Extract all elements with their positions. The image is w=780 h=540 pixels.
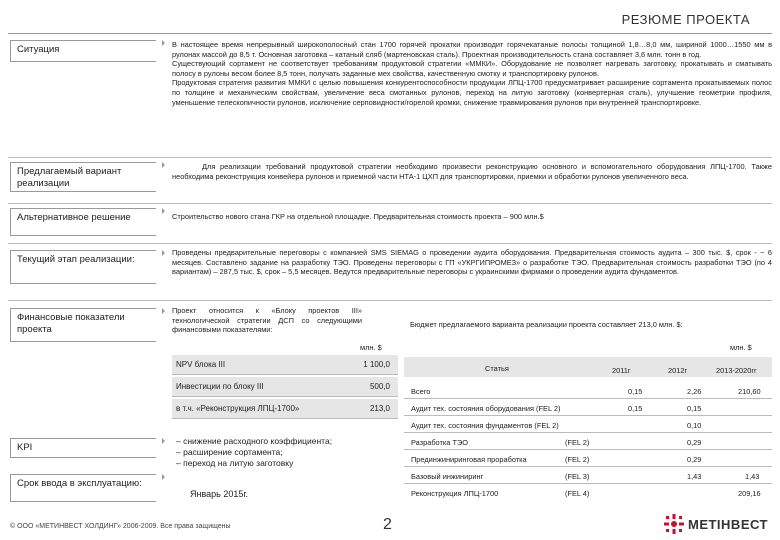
budget-2013: 209,16 (738, 489, 761, 498)
page-title: РЕЗЮМЕ ПРОЕКТА (621, 12, 750, 27)
divider (8, 243, 772, 244)
divider (8, 300, 772, 301)
npv-name: NPV блока III (176, 360, 226, 369)
company-logo (664, 514, 768, 534)
npv-row (172, 355, 398, 375)
npv-row (172, 399, 398, 419)
label-proposed: Предлагаемый вариант реализации (10, 162, 156, 192)
unit-right: млн. $ (730, 343, 752, 352)
budget-item: Всего (411, 387, 431, 396)
budget-2012: 0,15 (687, 404, 702, 413)
budget-text: Бюджет предлагаемого варианта реализации проекта составляет 213,0 млн. $: (410, 320, 683, 329)
row-divider (404, 398, 772, 399)
budget-2012: 0,10 (687, 421, 702, 430)
label-stage: Текущий этап реализации: (10, 250, 156, 284)
budget-2012: 0,29 (687, 438, 702, 447)
header-2011: 2011г (612, 366, 631, 375)
budget-code: (FEL 2) (565, 438, 590, 447)
header-item: Статья (485, 364, 509, 373)
proposed-text: Для реализации требований продуктовой стратегии необходимо произвести реконструкцию основного и вспомогательного оборудования ЛПЦ-1700. Также необходима реконструкция конвейера рулонов и приемной части НТА-1 ЦХП для транспортировки, приемки и обработки рулонов увеличенного веса. (172, 162, 772, 181)
stage-text: Проведены предварительные переговоры с компанией SMS SIEMAG о проведении аудита оборудования. Предварительная стоимость аудита – 300 тыс. $, срок - ~ 6 месяцев. Составлено задание на разработку ТЭО. Проведены переговоры с ГП «УКРГИПРОМЕЗ» о разработке ТЭО. Предварительная стоимость разработки ТЭО (по 4 вариантам) – 287,5 тыс. $, срок – 5,5 месяцев. Ведутся предварительные переговоры с украинскими фирмами о проведении аудита фундаментов. (172, 248, 772, 277)
budget-2012: 2,26 (687, 387, 702, 396)
budget-item: Прединжиниринговая проработка (411, 455, 527, 464)
alternative-text: Строительство нового стана ГКР на отдельной площадке. Предварительная стоимость проекта – 900 млн.$ (172, 212, 544, 221)
label-financial: Финансовые показатели проекта (10, 308, 156, 342)
label-kpi: KPI (10, 438, 156, 458)
budget-item: Базовый инжиниринг (411, 472, 484, 481)
kpi-item: – расширение сортамента; (176, 447, 283, 457)
divider (8, 157, 772, 158)
page-number: 2 (383, 516, 392, 533)
label-deadline: Срок ввода в эксплуатацию: (10, 474, 156, 502)
budget-2012: 0,29 (687, 455, 702, 464)
deadline-value: Январь 2015г. (190, 489, 249, 499)
row-divider (404, 466, 772, 467)
npv-row (172, 377, 398, 397)
header-divider (8, 33, 772, 34)
budget-item: Аудит тех. состояния оборудования (FEL 2) (411, 404, 561, 413)
row-divider (404, 415, 772, 416)
label-alternative: Альтернативное решение (10, 208, 156, 236)
row-divider (404, 432, 772, 433)
budget-2011: 0,15 (628, 404, 643, 413)
copyright: © ООО «МЕТИНВЕСТ ХОЛДИНГ» 2006-2009. Все права защищены (10, 523, 231, 530)
budget-item: Разработка ТЭО (411, 438, 469, 447)
logo-text: МЕТІНВЕСТ (687, 516, 768, 532)
npv-name: в т.ч. «Реконструкция ЛПЦ-1700» (176, 404, 300, 413)
budget-code: (FEL 2) (565, 455, 590, 464)
unit-left: млн. $ (360, 343, 382, 352)
budget-2013: 210,60 (738, 387, 761, 396)
budget-2011: 0,15 (628, 387, 643, 396)
npv-value: 1 100,0 (363, 360, 390, 369)
divider (8, 203, 772, 204)
budget-code: (FEL 3) (565, 472, 590, 481)
kpi-item: – снижение расходного коэффициента; (176, 436, 333, 446)
npv-value: 500,0 (369, 382, 390, 391)
budget-2013: 1,43 (745, 472, 760, 481)
npv-name: Инвестиции по блоку III (176, 382, 264, 391)
row-divider (404, 483, 772, 484)
situation-text: В настоящее время непрерывный широкополосный стан 1700 горячей прокатки производит горячекатаные полосы толщиной 1,8…8,0 мм, шириной 1000…1550 мм в рулонах массой до 8,5 т. Основная заготовка – катаный сляб (мартеновская сталь). Проектная производительность стана составляет 3,6 млн. тонн в год. Существующий сортамент не соответствует требованиям продуктовой стратегии «ММКИ». Оборудование не позволяет нагревать заготовку, прокатывать и сматывать полосу в рулоны весом более 8,5 тонн, получать заданные мех свойства, качественную смотку и транспортировку рулонов. Продуктовая стратегия развития ММКИ с целью повышения конкурентоспособности продукции ЛПЦ-1700 предусматривает расширение сортамента прокатываемых полос по толщине и механическим свойствам, увеличение веса смотанных рулонов, переход на литую заготовку (конвертерная сталь), улучшение геометрии профиля, уменьшение телескопичности рулонов, исключение серповидности/горелой кромки, снижение травмирования рулонов при внутренней транспортировке. (172, 40, 772, 107)
row-divider (404, 449, 772, 450)
budget-2012: 1,43 (687, 472, 702, 481)
financial-intro: Проект относится к «Блоку проектов III» технологической стратегии ДСП со следующими финансовыми показателями: (172, 306, 362, 335)
budget-item: Аудит тех. состояния фундаментов (FEL 2) (411, 421, 559, 430)
header-2012: 2012г (668, 366, 688, 375)
header-2013: 2013-2020гг (716, 366, 757, 375)
npv-value: 213,0 (369, 404, 390, 413)
kpi-item: – переход на литую заготовку (176, 458, 294, 468)
budget-code: (FEL 4) (565, 489, 590, 498)
logo-icon (664, 514, 684, 534)
budget-item: Реконструкция ЛПЦ-1700 (411, 489, 499, 498)
label-situation: Ситуация (10, 40, 156, 62)
